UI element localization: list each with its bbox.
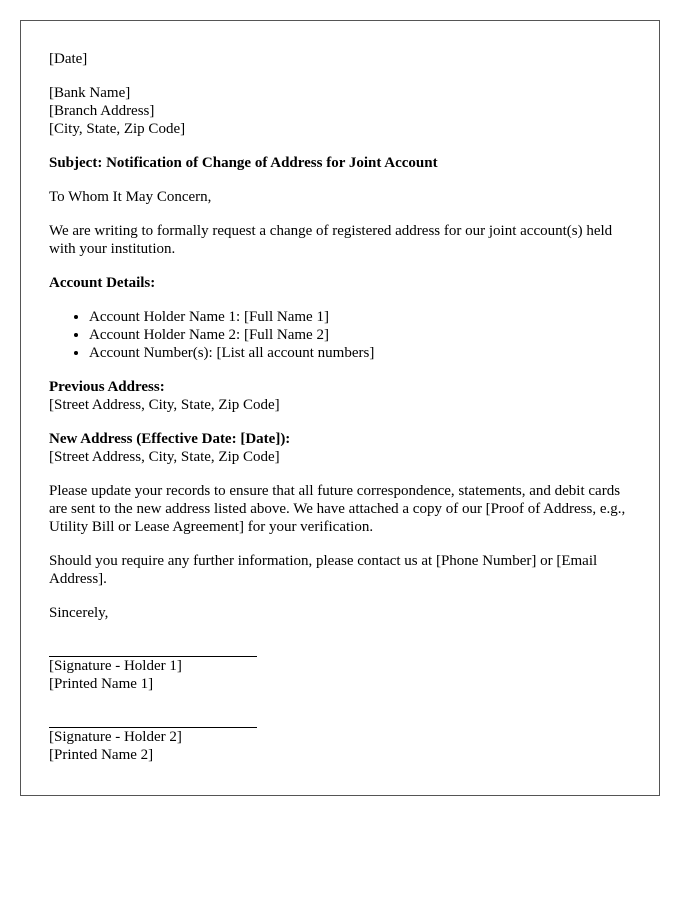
account-details-heading: Account Details: <box>49 275 156 291</box>
contact-paragraph: Should you require any further information, please contact us at [Phone Number] or [Email Address]. <box>49 553 598 587</box>
new-address-heading: New Address (Effective Date: [Date]): <box>49 431 291 447</box>
subject-line: Subject: Notification of Change of Address for Joint Account <box>49 155 438 171</box>
branch-address: [Branch Address] <box>49 103 155 119</box>
list-item: • Account Holder Name 1: [Full Name 1] <box>89 308 639 326</box>
city-state-zip: [City, State, Zip Code] <box>49 121 186 137</box>
account-details-list <box>49 308 639 362</box>
recipient-address <box>49 84 639 138</box>
printed-name-2: [Printed Name 2] <box>49 747 154 763</box>
printed-name-1: [Printed Name 1] <box>49 676 154 692</box>
previous-address-value: [Street Address, City, State, Zip Code] <box>49 397 280 413</box>
closing: Sincerely, <box>49 605 109 621</box>
request-paragraph: Please update your records to ensure that all future correspondence, statements, and debit cards are sent to the new address listed above. We have attached a copy of our [Proof of Address, e.g., Utility Bill or Lease Agreement] for your verification. <box>49 483 626 535</box>
list-item: • Account Number(s): [List all account numbers] <box>89 344 639 362</box>
signature-holder-2: [Signature - Holder 2] <box>49 729 182 745</box>
list-item: • Account Holder Name 2: [Full Name 2] <box>89 326 639 344</box>
intro-paragraph: We are writing to formally request a change of registered address for our joint account(s) held with your institution. <box>49 223 613 257</box>
previous-address-heading: Previous Address: <box>49 379 165 395</box>
letter-date: [Date] <box>49 51 88 67</box>
new-address-value: [Street Address, City, State, Zip Code] <box>49 449 280 465</box>
new-address-section <box>49 430 639 466</box>
previous-address-section <box>49 378 639 414</box>
salutation: To Whom It May Concern, <box>49 189 212 205</box>
letter-body <box>49 50 639 764</box>
signature-block-1 <box>49 656 639 693</box>
bank-name: [Bank Name] <box>49 85 131 101</box>
letter-page <box>20 20 660 796</box>
signature-block-2 <box>49 727 639 764</box>
signature-holder-1: [Signature - Holder 1] <box>49 658 182 674</box>
